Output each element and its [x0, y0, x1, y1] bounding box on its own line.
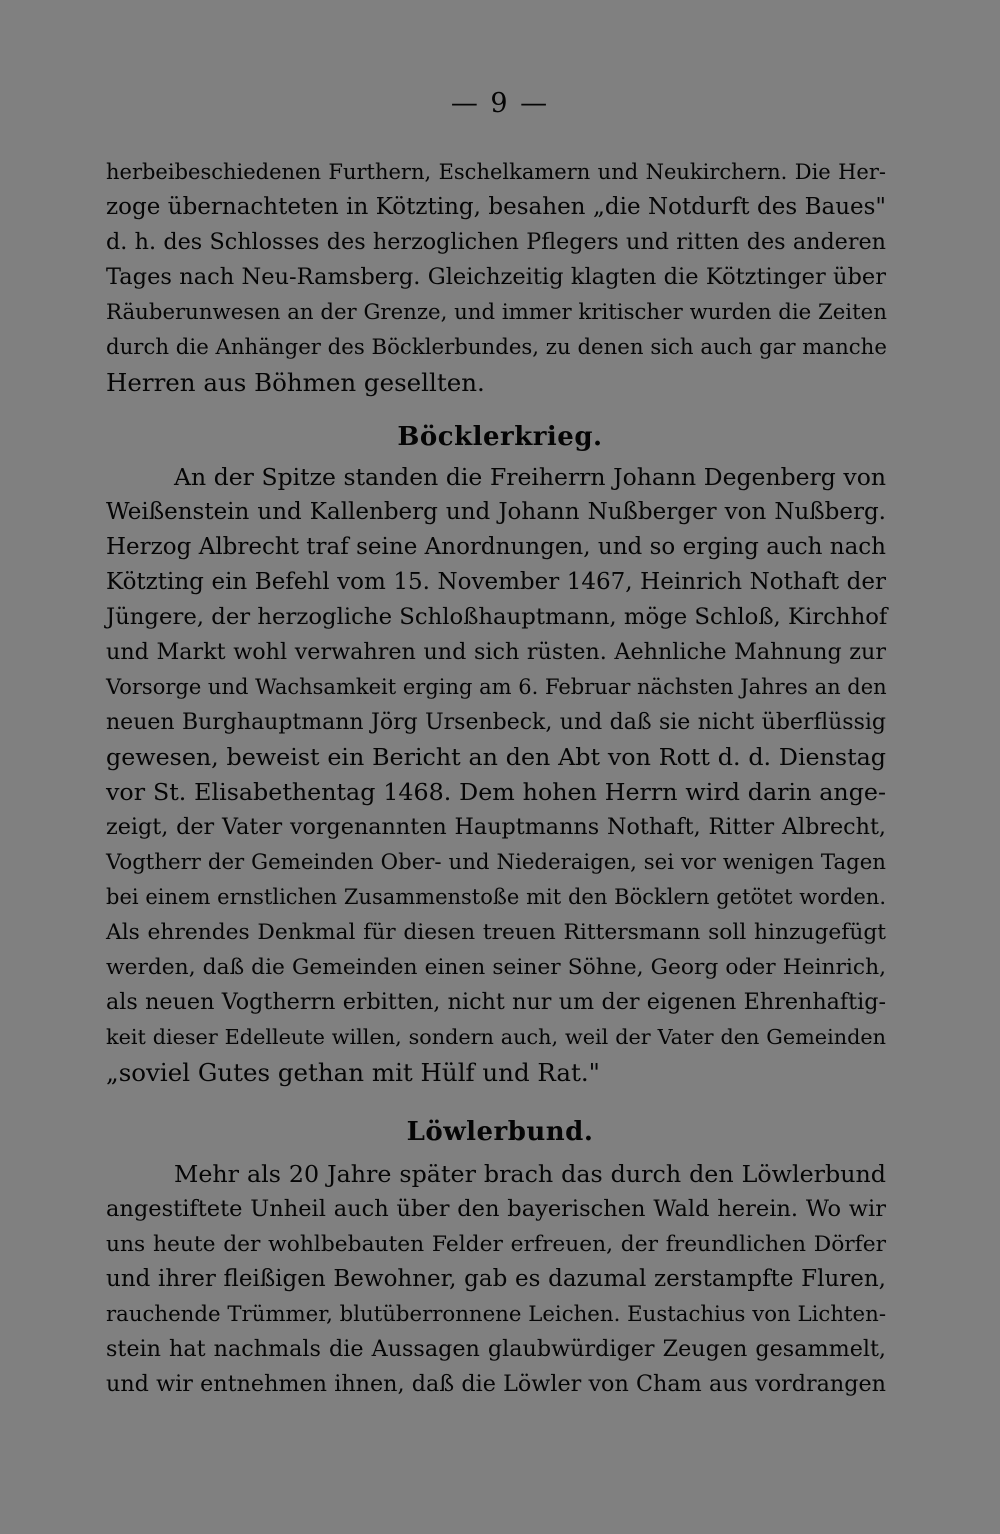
text-line: Räuberunwesen an der Grenze, und immer kritischer wurden die Zeiten [106, 300, 887, 325]
text-line: angestiftete Unheil auch über den bayerischen Wald herein. Wo wir [106, 1196, 886, 1222]
text-line: Herzog Albrecht traf seine Anordnungen, und so erging auch nach [106, 534, 886, 560]
text-line: rauchende Trümmer, blutüberronnene Leichen. Eustachius von Lichten- [106, 1302, 886, 1327]
text-line: Tages nach Neu-Ramsberg. Gleichzeitig klagten die Kötztinger über [106, 264, 886, 290]
section-heading-boecklerkrieg: Böcklerkrieg. [397, 422, 603, 452]
text-line: keit dieser Edelleute willen, sondern auch, weil der Vater den Gemeinden [106, 1025, 886, 1049]
section-heading-loewlerbund: Löwlerbund. [406, 1117, 594, 1147]
text-line: Weißenstein und Kallenberg und Johann Nußberger von Nußberg. [106, 499, 886, 525]
text-line: d. h. des Schlosses des herzoglichen Pflegers und ritten des anderen [106, 229, 886, 255]
text-line: „soviel Gutes gethan mit Hülf und Rat." [106, 1058, 600, 1087]
text-line: werden, daß die Gemeinden einen seiner Söhne, Georg oder Heinrich, [106, 955, 886, 980]
text-line: stein hat nachmals die Aussagen glaubwürdiger Zeugen gesammelt, [106, 1336, 886, 1362]
text-line: An der Spitze standen die Freiherrn Johann Degenberg von [174, 463, 886, 491]
text-line: vor St. Elisabethentag 1468. Dem hohen Herrn wird darin ange- [106, 778, 886, 806]
text-line: uns heute der wohlbebauten Felder erfreuen, der freundlichen Dörfer [106, 1232, 886, 1257]
text-line: Mehr als 20 Jahre später brach das durch den Löwlerbund [174, 1160, 886, 1188]
text-line: und ihrer fleißigen Bewohner, gab es dazumal zerstampfte Fluren, [106, 1266, 886, 1292]
text-line: und Markt wohl verwahren und sich rüsten. Aehnliche Mahnung zur [106, 639, 886, 665]
text-line: gewesen, beweist ein Bericht an den Abt von Rott d. d. Dienstag [106, 743, 886, 771]
text-line: Vogtherr der Gemeinden Ober- und Niederaigen, sei vor wenigen Tagen [106, 850, 886, 875]
text-line: zoge übernachteten in Kötzting, besahen „die Notdurft des Baues" [106, 194, 886, 220]
text-line: durch die Anhänger des Böcklerbundes, zu denen sich auch gar manche [106, 335, 887, 360]
text-line: Als ehrendes Denkmal für diesen treuen Rittersmann soll hinzugefügt [106, 920, 886, 945]
page-number: — 9 — [450, 88, 550, 119]
text-line: zeigt, der Vater vorgenannten Hauptmanns Nothaft, Ritter Albrecht, [106, 814, 886, 840]
text-line: Vorsorge und Wachsamkeit erging am 6. Februar nächsten Jahres an den [106, 675, 887, 699]
text-line: Kötzting ein Befehl vom 15. November 1467, Heinrich Nothaft der [106, 569, 886, 595]
text-line: Herren aus Böhmen gesellten. [106, 368, 485, 397]
text-line: herbeibeschiedenen Furthern, Eschelkamern und Neukirchern. Die Her- [106, 160, 886, 184]
text-line: bei einem ernstlichen Zusammenstoße mit den Böcklern getötet worden. [106, 885, 886, 909]
text-line: Jüngere, der herzogliche Schloßhauptmann, möge Schloß, Kirchhof [106, 604, 888, 630]
text-line: und wir entnehmen ihnen, daß die Löwler von Cham aus vordrangen [106, 1371, 886, 1397]
text-line: neuen Burghauptmann Jörg Ursenbeck, und daß sie nicht überflüssig [106, 710, 886, 735]
text-line: als neuen Vogtherrn erbitten, nicht nur um der eigenen Ehrenhaftig- [106, 989, 886, 1015]
